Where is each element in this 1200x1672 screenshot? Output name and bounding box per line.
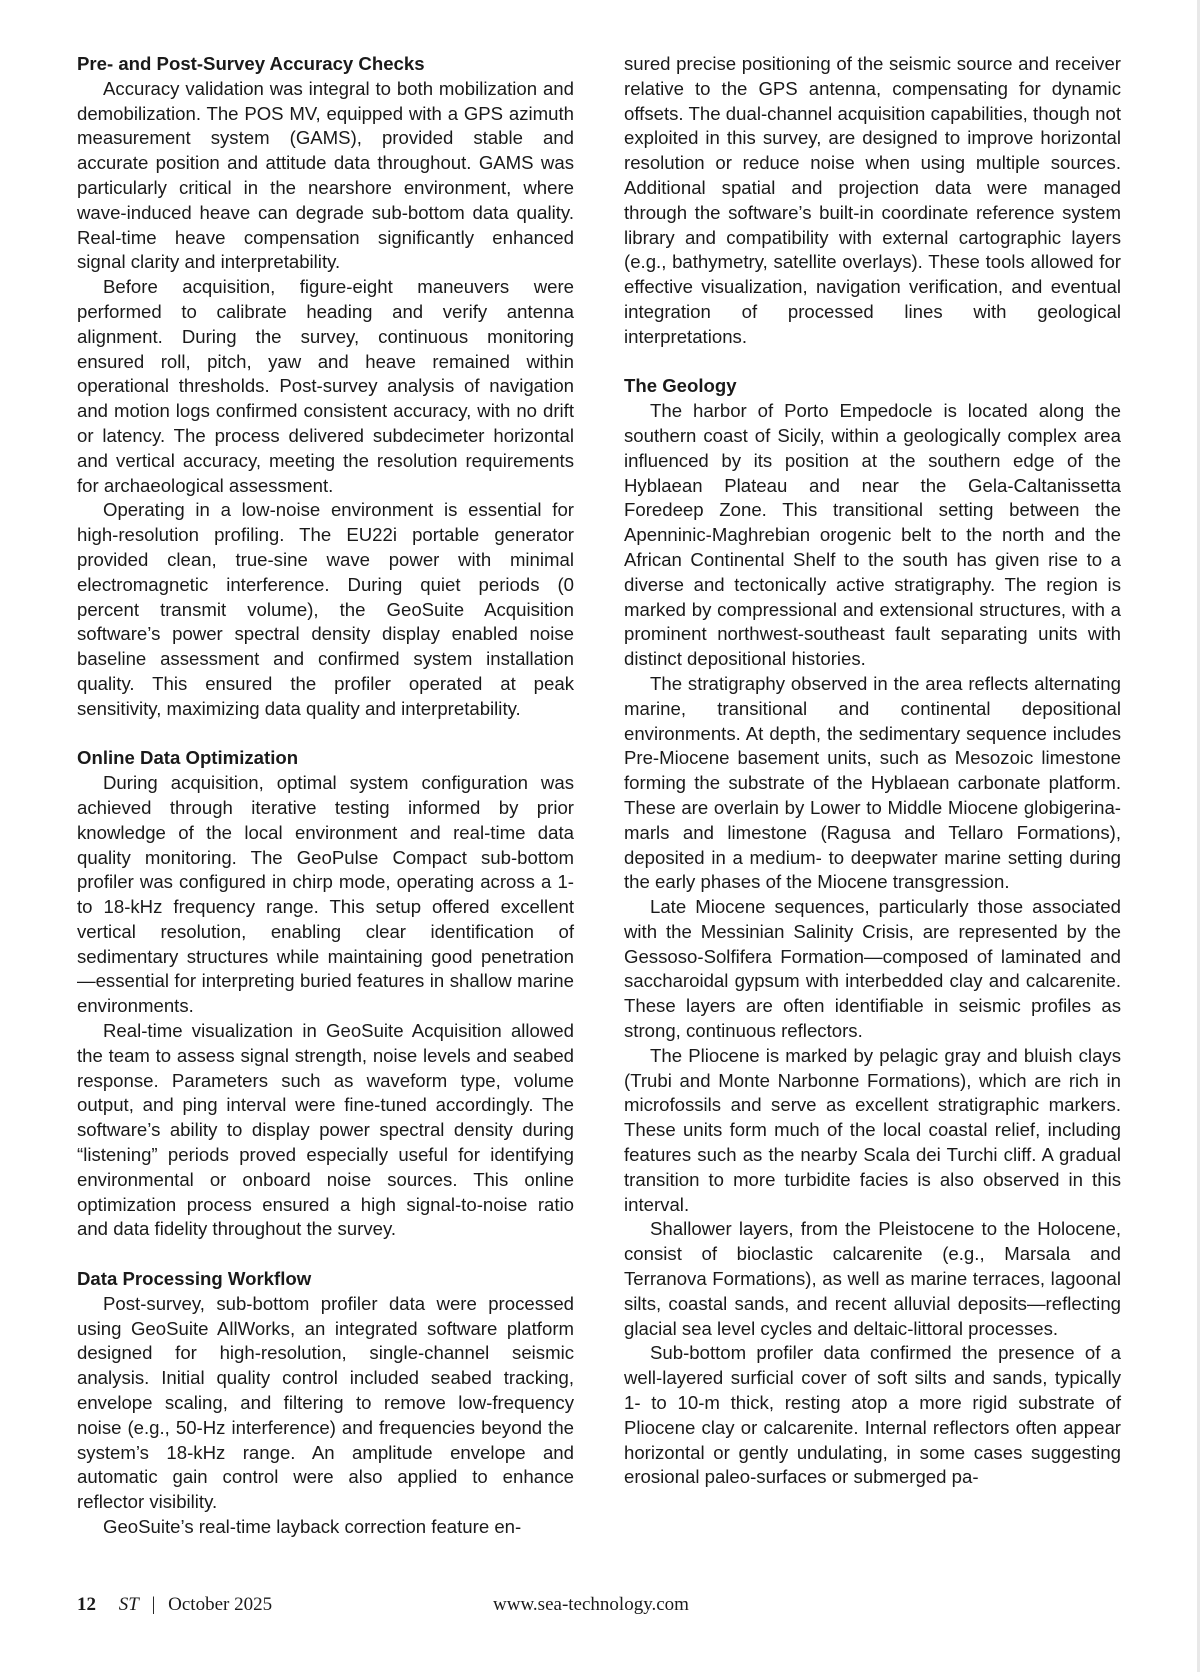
paragraph: Shallower layers, from the Pleistocene to the Holocene, consist of bioclastic calcarenite (e.g., Marsala and Terranova Formations), as well as marine terraces, lagoonal silts, coastal sands, and recent alluvial deposits—reflecting glacial sea level cycles and deltaic-littoral processes. [624,1218,1121,1339]
page-footer [77,1594,1200,1616]
section-heading-online-optimization: Online Data Optimization [77,747,299,769]
paragraph: The stratigraphy observed in the area reflects alternating marine, transitional and continental depositional environments. At depth, the sedimentary sequence includes Pre-Miocene basement units, such as Mesozoic limestone forming the substrate of the Hyblaean carbonate platform. These are overlain by Lower to Middle Miocene globigerina-marls and limestone (Ragusa and Tellaro Formations), deposited in a medium- to deepwater marine setting during the early phases of the Miocene transgression. [624,672,1121,893]
footer-separator: | [151,1594,156,1615]
paragraph: Before acquisition, figure-eight maneuvers were performed to calibrate heading and verify antenna alignment. During the survey, continuous monitoring ensured roll, pitch, yaw and heave remained within operational thresholds. Post-survey analysis of navigation and motion logs confirmed consistent accuracy, with no drift or latency. The process delivered subdecimeter horizontal and vertical accuracy, meeting the resolution requirements for archaeological assessment. [77,276,574,496]
website-url[interactable]: www.sea-technology.com [493,1594,689,1615]
paragraph: Sub-bottom profiler data confirmed the presence of a well-layered surficial cover of soft silts and sands, typically 1- to 10-m thick, resting atop a more rigid substrate of Pliocene clay or calcarenite. Internal reflectors often appear horizontal or gently undulating, in some cases suggesting erosional paleo-surfaces or submerged pa- [624,1342,1121,1488]
paragraph: Late Miocene sequences, particularly those associated with the Messinian Salinity Crisis, are represented by the Gessoso-Solfifera Formation—composed of laminated and saccharoidal gypsum with interbedded clay and calcarenite. These layers are often identifiable in seismic profiles as strong, continuous reflectors. [624,896,1121,1042]
paragraph: Real-time visualization in GeoSuite Acquisition allowed the team to assess signal strength, noise levels and seabed response. Parameters such as waveform type, volume output, and ping interval were fine-tuned accordingly. The software’s ability to display power spectral density during “listening” periods proved especially useful for identifying environmental or onboard noise sources. This online optimization process ensured a high signal-to-noise ratio and data fidelity throughout the survey. [77,1020,574,1240]
issue-date: October 2025 [168,1594,273,1615]
page-number: 12 [77,1594,96,1615]
right-column [624,52,1121,1490]
paragraph: Operating in a low-noise environment is essential for high-resolution profiling. The EU22i portable generator provided clean, true-sine wave power with minimal electromagnetic interference. During quiet periods (0 percent transmit volume), the GeoSuite Acquisition software’s power spectral density display enabled noise baseline assessment and confirmed system installation quality. This ensured the profiler operated at peak sensitivity, maximizing data quality and interpretability. [77,499,574,719]
paragraph: Post-survey, sub-bottom profiler data were processed using GeoSuite AllWorks, an integrated software platform designed for high-resolution, single-channel seismic analysis. Initial quality control included seabed tracking, envelope scaling, and filtering to remove low-frequency noise (e.g., 50-Hz interference) and frequencies beyond the system’s 18-kHz range. An amplitude envelope and automatic gain control were also applied to enhance reflector visibility. [77,1292,574,1513]
paragraph: GeoSuite’s real-time layback correction feature en- [103,1516,522,1538]
paragraph: During acquisition, optimal system configuration was achieved through iterative testing informed by prior knowledge of the local environment and real-time data quality monitoring. The GeoPulse Compact sub-bottom profiler was configured in chirp mode, operating across a 1- to 18-kHz frequency range. This setup offered excellent vertical resolution, enabling clear identification of sedimentary structures while maintaining good penetration—essential for interpreting buried features in shallow marine environments. [77,772,574,1017]
section-heading-accuracy-checks: Pre- and Post-Survey Accuracy Checks [77,53,425,74]
section-heading-geology: The Geology [624,375,737,397]
continued-paragraph: sured precise positioning of the seismic source and receiver relative to the GPS antenna, compensating for dynamic offsets. The dual-channel acquisition capabilities, though not exploited in this survey, are designed to improve horizontal resolution or reduce noise when using multiple sources. Additional spatial and projection data were managed through the software’s built-in coordinate reference system library and compatibility with external cartographic layers (e.g., bathymetry, satellite overlays). These tools allowed for effective visualization, navigation verification, and eventual integration of processed lines with geological interpretations. [624,53,1121,347]
paragraph: The Pliocene is marked by pelagic gray and bluish clays (Trubi and Monte Narbonne Formations), which are rich in microfossils and serve as excellent stratigraphic markers. These units form much of the local coastal relief, including features such as the nearby Scala dei Turchi cliff. A gradual transition to more turbidite facies is also observed in this interval. [624,1044,1121,1215]
paragraph: Accuracy validation was integral to both mobilization and demobilization. The POS MV, equipped with a GPS azimuth measurement system (GAMS), provided stable and accurate position and attitude data throughout. GAMS was particularly critical in the nearshore environment, where wave-induced heave can degrade sub-bottom data quality. Real-time heave compensation significantly enhanced signal clarity and interpretability. [77,77,574,273]
section-heading-processing-workflow: Data Processing Workflow [77,1268,312,1290]
left-column [77,52,574,1540]
paragraph: The harbor of Porto Empedocle is located along the southern coast of Sicily, within a geologically complex area influenced by its position at the southern edge of the Hyblaean Plateau and near the Gela-Caltanissetta Foredeep Zone. This transitional setting between the Apenninic-Maghrebian orogenic belt to the north and the African Continental Shelf to the south has given rise to a diverse and tectonically active stratigraphy. The region is marked by compressional and extensional structures, with a prominent northwest-southeast fault separating units with distinct depositional histories. [624,400,1121,670]
magazine-abbrev: ST [118,1594,139,1615]
